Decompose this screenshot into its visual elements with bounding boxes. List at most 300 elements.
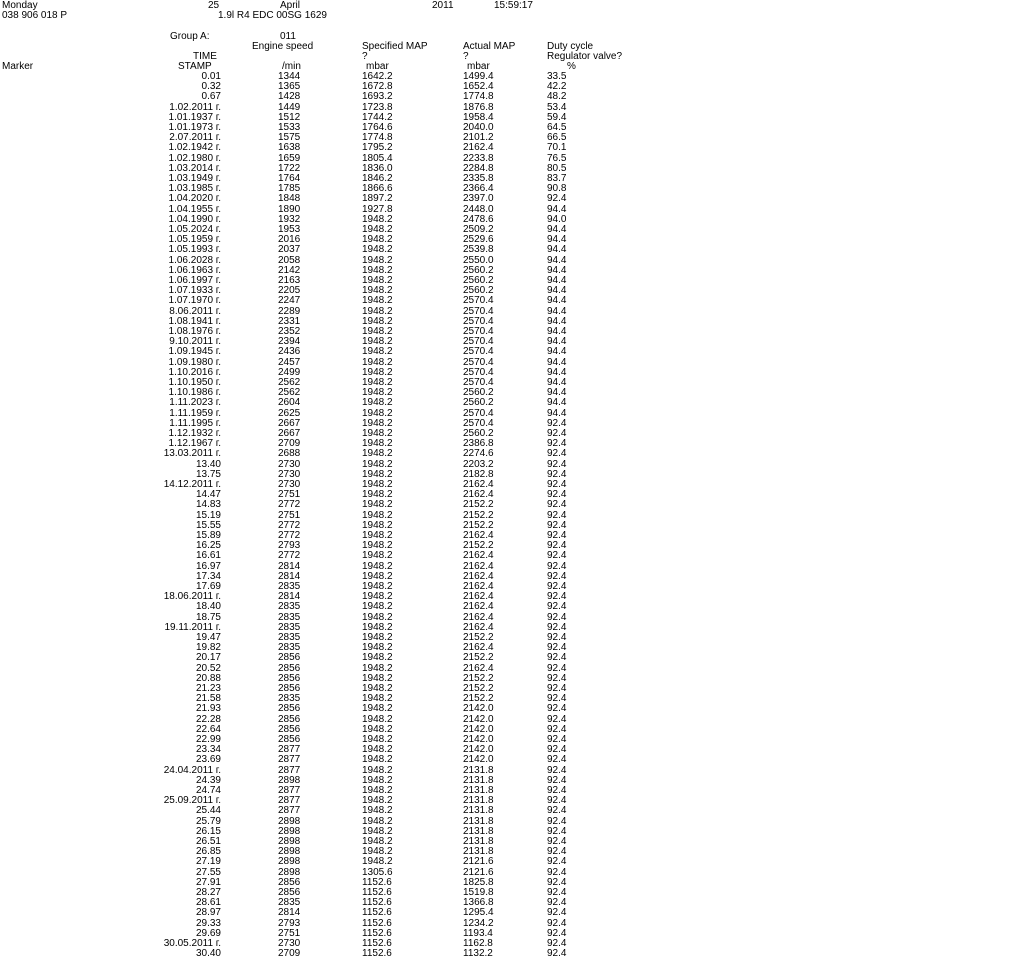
duty-cycle-cell: 92.4 (547, 703, 567, 715)
actual-map-cell: 2131.8 (463, 785, 494, 796)
engine-speed-cell: 2058 (278, 254, 301, 266)
table-row (0, 908, 700, 918)
engine-speed-cell: 1722 (278, 162, 301, 174)
duty-cycle-cell: 92.4 (547, 570, 567, 582)
specified-map-cell: 1948.2 (362, 723, 393, 735)
timestamp-cell: 1.03.1985 г. (168, 183, 221, 195)
specified-map-header: Specified MAP (362, 41, 428, 52)
timestamp-cell: 1.12.1932 г. (168, 428, 221, 439)
engine-speed-cell: 2352 (278, 326, 301, 337)
timestamp-cell: 23.69 (195, 754, 221, 766)
table-row (0, 623, 700, 633)
timestamp-cell: 24.04.2011 г. (163, 764, 221, 776)
specified-map-cell: 1152.6 (362, 917, 392, 929)
actual-map-cell: 2152.2 (463, 652, 494, 664)
specified-map-cell: 1948.2 (362, 305, 393, 317)
specified-map-cell: 1846.2 (362, 173, 393, 184)
duty-cycle-cell: 92.4 (547, 499, 567, 511)
duty-cycle-header: Duty cycle (547, 41, 594, 52)
duty-cycle-cell: 94.4 (547, 244, 567, 256)
timestamp-cell: 0.01 (201, 71, 221, 82)
timestamp-cell: 22.99 (195, 734, 221, 745)
specified-map-cell: 1948.2 (362, 744, 393, 756)
duty-cycle-cell: 59.4 (547, 111, 567, 123)
timestamp-cell: 2.07.2011 г. (169, 132, 221, 144)
timestamp-cell: 20.88 (195, 672, 221, 684)
table-row (0, 715, 700, 725)
actual-map-cell: 2152.2 (463, 540, 494, 552)
timestamp-cell: 1.10.1950 г. (168, 377, 221, 388)
specified-map-cell: 1152.6 (362, 897, 392, 909)
table-row (0, 184, 700, 194)
engine-speed-cell: 2835 (278, 611, 301, 623)
engine-speed-cell: 2856 (278, 662, 301, 674)
actual-map-cell: 2233.8 (463, 152, 494, 164)
actual-map-cell: 2162.4 (463, 560, 494, 572)
engine-speed-cell: 2898 (278, 815, 301, 827)
duty-cycle-cell: 94.4 (547, 305, 567, 317)
specified-map-cell: 1948.2 (362, 805, 393, 817)
duty-cycle-cell: 92.4 (547, 560, 567, 572)
table-row (0, 837, 700, 847)
duty-cycle-cell: 94.4 (547, 377, 567, 388)
timestamp-cell: 21.58 (195, 693, 221, 705)
specified-map-cell: 1948.2 (362, 428, 393, 439)
duty-cycle-cell: 92.4 (547, 815, 567, 827)
duty-cycle-cell: 94.4 (547, 336, 567, 348)
engine-speed-cell: 2562 (278, 377, 301, 388)
actual-map-cell: 2570.4 (463, 346, 494, 358)
actual-map-cell: 2131.8 (463, 805, 494, 817)
duty-cycle-cell: 94.4 (547, 275, 567, 286)
actual-map-cell: 1958.4 (463, 111, 494, 123)
table-row (0, 276, 700, 286)
engine-speed-cell: 2814 (278, 907, 301, 919)
duty-cycle-cell: 92.4 (547, 938, 567, 949)
engine-speed-cell: 1932 (278, 213, 301, 225)
duty-cycle-cell: 92.4 (547, 530, 567, 541)
actual-map-cell: 2142.0 (463, 713, 494, 725)
duty-cycle-cell: 92.4 (547, 723, 567, 735)
timestamp-cell: 18.06.2011 г. (163, 591, 221, 603)
table-row (0, 755, 700, 765)
duty-cycle-cell: 94.4 (547, 234, 567, 246)
table-row (0, 725, 700, 735)
specified-map-cell: 1897.2 (362, 193, 393, 205)
actual-map-cell: 2142.0 (463, 734, 494, 745)
timestamp-cell: 14.47 (195, 489, 221, 501)
duty-cycle-cell: 94.4 (547, 356, 567, 368)
timestamp-cell: 1.12.1967 г. (168, 438, 221, 450)
actual-map-cell: 1774.8 (463, 91, 494, 103)
actual-map-cell: 1825.8 (463, 876, 494, 888)
table-row (0, 786, 700, 796)
actual-map-cell: 2182.8 (463, 468, 494, 480)
table-row (0, 245, 700, 255)
duty-cycle-unit: % (567, 61, 576, 72)
timestamp-cell: 1.09.1980 г. (168, 356, 221, 368)
specified-map-cell: 1948.2 (362, 621, 393, 633)
specified-map-cell: 1948.2 (362, 530, 393, 541)
engine-speed-cell: 1575 (278, 132, 301, 144)
table-row (0, 235, 700, 245)
specified-map-cell: 1948.2 (362, 244, 393, 256)
table-row (0, 929, 700, 939)
actual-map-cell: 2274.6 (463, 448, 494, 460)
duty-cycle-cell: 92.4 (547, 856, 567, 868)
specified-map-cell: 1948.2 (362, 560, 393, 572)
table-row (0, 847, 700, 857)
table-row (0, 878, 700, 888)
table-row (0, 857, 700, 867)
specified-map-cell: 1948.2 (362, 397, 393, 409)
actual-map-cell: 1519.8 (463, 887, 494, 898)
duty-cycle-cell: 92.4 (547, 581, 567, 592)
engine-speed-cell: 2814 (278, 591, 301, 603)
specified-map-cell: 1948.2 (362, 611, 393, 623)
specified-map-cell: 1795.2 (362, 142, 393, 154)
duty-cycle-cell: 92.4 (547, 683, 567, 694)
duty-cycle-cell: 92.4 (547, 836, 567, 847)
timestamp-cell: 28.97 (195, 907, 221, 919)
actual-map-cell: 2152.2 (463, 499, 494, 511)
timestamp-cell: 1.04.1955 г. (168, 203, 221, 215)
specified-map-cell: 1948.2 (362, 519, 393, 531)
table-row (0, 541, 700, 551)
engine-speed-cell: 2772 (278, 530, 301, 541)
timestamp-cell: 0.32 (201, 81, 221, 93)
timestamp-cell: 1.02.2011 г. (169, 101, 221, 113)
specified-map-unit: mbar (366, 61, 389, 72)
duty-cycle-cell: 92.4 (547, 764, 567, 776)
duty-cycle-cell: 94.4 (547, 295, 567, 307)
table-row (0, 490, 700, 500)
specified-map-cell: 1948.2 (362, 264, 393, 276)
duty-cycle-cell: 53.4 (547, 101, 567, 113)
duty-cycle-cell: 92.4 (547, 897, 567, 909)
timestamp-cell: 1.02.1942 г. (168, 142, 221, 154)
duty-cycle-cell: 92.4 (547, 785, 567, 796)
table-row (0, 694, 700, 704)
actual-map-cell: 2152.2 (463, 519, 494, 531)
timestamp-cell: 1.09.1945 г. (168, 346, 221, 358)
specified-map-cell: 1948.2 (362, 825, 393, 837)
duty-cycle-cell: 92.4 (547, 713, 567, 725)
specified-map-cell: 1948.2 (362, 856, 393, 868)
table-row (0, 347, 700, 357)
specified-map-cell: 1948.2 (362, 846, 393, 858)
table-row (0, 521, 700, 531)
engine-speed-cell: 2835 (278, 601, 301, 613)
engine-speed-cell: 2772 (278, 550, 301, 562)
specified-map-cell: 1948.2 (362, 336, 393, 348)
timestamp-cell: 16.61 (195, 550, 221, 562)
duty-cycle-cell: 92.4 (547, 693, 567, 705)
actual-map-cell: 2152.2 (463, 683, 494, 694)
engine-speed-cell: 2835 (278, 632, 301, 643)
specified-map-cell: 1948.2 (362, 254, 393, 266)
timestamp-cell: 19.47 (195, 632, 221, 643)
specified-map-cell: 1948.2 (362, 458, 393, 470)
marker-header: Marker (2, 61, 34, 72)
actual-map-cell: 2152.2 (463, 672, 494, 684)
timestamp-cell: 29.33 (195, 917, 221, 929)
actual-map-cell: 2560.2 (463, 387, 494, 399)
part-number: 038 906 018 P (2, 10, 68, 21)
actual-map-header: Actual MAP (463, 41, 516, 52)
specified-map-cell: 1948.2 (362, 581, 393, 592)
actual-map-cell: 2570.4 (463, 336, 494, 348)
specified-map-cell: 1723.8 (362, 101, 393, 113)
duty-cycle-cell: 92.4 (547, 866, 567, 878)
engine-speed-cell: 2814 (278, 570, 301, 582)
specified-map-cell: 1948.2 (362, 703, 393, 715)
year-label: 2011 (432, 0, 454, 11)
timestamp-cell: 1.06.1997 г. (168, 275, 221, 286)
specified-map-cell: 1948.2 (362, 672, 393, 684)
actual-map-cell: 1295.4 (463, 907, 494, 919)
duty-cycle-cell: 70.1 (547, 142, 567, 154)
specified-map-cell: 1948.2 (362, 795, 393, 807)
duty-cycle-cell: 92.4 (547, 907, 567, 919)
duty-cycle-cell: 94.4 (547, 264, 567, 276)
time-label: 15:59:17 (494, 0, 533, 11)
engine-speed-cell: 2772 (278, 499, 301, 511)
engine-speed-cell: 1449 (278, 101, 301, 113)
engine-speed-cell: 2877 (278, 744, 301, 756)
actual-map-cell: 2131.8 (463, 815, 494, 827)
actual-map-cell: 2131.8 (463, 764, 494, 776)
duty-cycle-cell: 92.4 (547, 428, 567, 439)
actual-map-cell: 2121.6 (463, 866, 494, 878)
timestamp-cell: 13.75 (195, 468, 221, 480)
duty-cycle-cell: 92.4 (547, 458, 567, 470)
actual-map-cell: 2121.6 (463, 856, 494, 868)
actual-map-cell: 2539.8 (463, 244, 494, 256)
actual-map-cell: 2366.4 (463, 183, 494, 195)
specified-map-cell: 1948.2 (362, 632, 393, 643)
table-row (0, 674, 700, 684)
specified-map-cell: 1948.2 (362, 785, 393, 796)
table-row (0, 592, 700, 602)
duty-cycle-cell: 94.4 (547, 407, 567, 419)
specified-map-cell: 1744.2 (362, 111, 393, 123)
engine-speed-cell: 2898 (278, 825, 301, 837)
engine-speed-cell: 1953 (278, 224, 301, 235)
duty-cycle-cell: 92.4 (547, 734, 567, 745)
timestamp-cell: 30.05.2011 г. (163, 938, 221, 949)
engine-speed-cell: 2709 (278, 438, 301, 450)
actual-map-cell: 2397.0 (463, 193, 494, 205)
actual-map-cell: 2570.4 (463, 305, 494, 317)
timestamp-cell: 1.07.1933 г. (168, 285, 221, 297)
actual-map-cell: 2162.4 (463, 142, 494, 154)
specified-map-cell: 1948.2 (362, 387, 393, 399)
table-row (0, 817, 700, 827)
specified-map-cell: 1948.2 (362, 489, 393, 501)
table-row (0, 266, 700, 276)
engine-speed-cell: 2730 (278, 458, 301, 470)
duty-cycle-cell: 94.4 (547, 397, 567, 409)
table-row (0, 113, 700, 123)
engine-speed-cell: 2667 (278, 417, 301, 429)
duty-cycle-cell: 94.4 (547, 387, 567, 399)
duty-cycle-cell: 92.4 (547, 591, 567, 603)
actual-map-cell: 2152.2 (463, 632, 494, 643)
actual-map-cell: 2284.8 (463, 162, 494, 174)
engine-speed-cell: 2499 (278, 366, 301, 378)
duty-cycle-cell: 94.4 (547, 346, 567, 358)
engine-speed-cell: 2814 (278, 560, 301, 572)
actual-map-cell: 2162.4 (463, 530, 494, 541)
timestamp-cell: 1.05.1993 г. (168, 244, 221, 256)
actual-map-cell: 1366.8 (463, 897, 494, 909)
specified-map-cell: 1948.2 (362, 224, 393, 235)
timestamp-cell: 1.06.2028 г. (168, 254, 221, 266)
specified-map-cell: 1948.2 (362, 601, 393, 613)
actual-map-cell: 2152.2 (463, 693, 494, 705)
table-row (0, 256, 700, 266)
duty-cycle-cell: 92.4 (547, 632, 567, 643)
table-row (0, 286, 700, 296)
engine-speed-cell: 2898 (278, 836, 301, 847)
specified-map-cell: 1948.2 (362, 326, 393, 337)
engine-speed-cell: 2772 (278, 519, 301, 531)
timestamp-cell: 21.23 (195, 683, 221, 694)
timestamp-cell: 1.11.1959 г. (169, 407, 221, 419)
timestamp-cell: 28.27 (195, 887, 221, 898)
timestamp-cell: 1.04.1990 г. (168, 213, 221, 225)
table-row (0, 643, 700, 653)
actual-map-cell: 2560.2 (463, 275, 494, 286)
specified-map-cell: 1948.2 (362, 234, 393, 246)
timestamp-cell: 1.08.1976 г. (168, 326, 221, 337)
engine-speed-cell: 2856 (278, 652, 301, 664)
duty-cycle-cell: 92.4 (547, 540, 567, 552)
specified-map-cell: 1927.8 (362, 203, 393, 215)
duty-cycle-cell: 92.4 (547, 672, 567, 684)
actual-map-cell: 2162.4 (463, 581, 494, 592)
timestamp-cell: 9.10.2011 г. (169, 336, 221, 348)
specified-map-cell: 1948.2 (362, 346, 393, 358)
engine-speed-cell: 1512 (278, 111, 301, 123)
engine-speed-unit: /min (282, 61, 301, 72)
specified-map-cell: 1948.2 (362, 693, 393, 705)
actual-map-cell: 2570.4 (463, 315, 494, 327)
actual-map-cell: 2570.4 (463, 326, 494, 337)
group-value: 011 (280, 31, 296, 42)
specified-map-cell: 1774.8 (362, 132, 393, 144)
duty-cycle-cell: 92.4 (547, 805, 567, 817)
engine-speed-cell: 2856 (278, 683, 301, 694)
table-row (0, 368, 700, 378)
table-row (0, 511, 700, 521)
actual-map-cell: 2478.6 (463, 213, 494, 225)
actual-map-cell: 2162.4 (463, 662, 494, 674)
table-row (0, 664, 700, 674)
engine-speed-cell: 2709 (278, 948, 301, 960)
actual-map-cell: 2448.0 (463, 203, 494, 215)
duty-cycle-cell: 92.4 (547, 448, 567, 460)
timestamp-cell: 0.67 (201, 91, 221, 103)
specified-map-cell: 1948.2 (362, 417, 393, 429)
timestamp-cell: 14.83 (195, 499, 221, 511)
engine-speed-cell: 2856 (278, 672, 301, 684)
specified-map-cell: 1948.2 (362, 540, 393, 552)
engine-speed-cell: 2877 (278, 754, 301, 766)
table-row (0, 164, 700, 174)
table-row (0, 745, 700, 755)
table-row (0, 500, 700, 510)
duty-cycle-cell: 92.4 (547, 927, 567, 939)
engine-speed-cell: 2394 (278, 336, 301, 348)
timestamp-cell: 1.08.1941 г. (168, 315, 221, 327)
table-row (0, 806, 700, 816)
actual-map-cell: 2142.0 (463, 703, 494, 715)
timestamp-cell: 1.05.2024 г. (168, 224, 221, 235)
duty-cycle-cell: 92.4 (547, 876, 567, 888)
table-row (0, 531, 700, 541)
specified-map-cell: 1948.2 (362, 448, 393, 460)
specified-map-cell: 1805.4 (362, 152, 393, 164)
duty-cycle-cell: 92.4 (547, 611, 567, 623)
duty-cycle-cell: 66.5 (547, 132, 567, 144)
engine-speed-cell: 2898 (278, 774, 301, 786)
timestamp-cell: 13.03.2011 г. (163, 448, 221, 460)
engine-speed-cell: 1533 (278, 122, 301, 133)
duty-cycle-cell: 92.4 (547, 438, 567, 450)
table-row (0, 551, 700, 561)
timestamp-cell: 30.40 (195, 948, 221, 960)
timestamp-cell: 22.28 (195, 713, 221, 725)
engine-speed-cell: 2457 (278, 356, 301, 368)
timestamp-cell: 18.40 (195, 601, 221, 613)
engine-speed-cell: 2835 (278, 642, 301, 654)
duty-cycle-cell: 94.4 (547, 326, 567, 337)
table-row (0, 205, 700, 215)
specified-map-cell: 1948.2 (362, 315, 393, 327)
timestamp-cell: 27.91 (195, 876, 221, 888)
duty-cycle-cell: 92.4 (547, 825, 567, 837)
duty-cycle-cell: 94.4 (547, 285, 567, 297)
timestamp-cell: 1.05.1959 г. (168, 234, 221, 246)
actual-map-cell: 2570.4 (463, 295, 494, 307)
actual-map-cell: 2560.2 (463, 428, 494, 439)
table-row (0, 796, 700, 806)
engine-speed-cell: 2142 (278, 264, 301, 276)
engine-speed-cell: 2730 (278, 468, 301, 480)
table-row (0, 613, 700, 623)
table-row (0, 225, 700, 235)
engine-speed-cell: 2205 (278, 285, 301, 297)
specified-map-cell: 1948.2 (362, 754, 393, 766)
timestamp-cell: 22.64 (195, 723, 221, 735)
timestamp-cell: 28.61 (195, 897, 221, 909)
actual-map-cell: 2560.2 (463, 264, 494, 276)
duty-cycle-cell: 33.5 (547, 71, 567, 82)
actual-map-cell: 2162.4 (463, 489, 494, 501)
table-row (0, 470, 700, 480)
specified-map-cell: 1948.2 (362, 295, 393, 307)
duty-cycle-cell: 94.0 (547, 213, 567, 225)
specified-map-cell: 1948.2 (362, 213, 393, 225)
actual-map-cell: 2162.4 (463, 591, 494, 603)
month-label: April (280, 0, 301, 11)
engine-speed-cell: 2688 (278, 448, 301, 460)
actual-map-cell: 1652.4 (463, 81, 494, 93)
actual-map-cell: 2162.4 (463, 601, 494, 613)
actual-map-cell: 2162.4 (463, 621, 494, 633)
